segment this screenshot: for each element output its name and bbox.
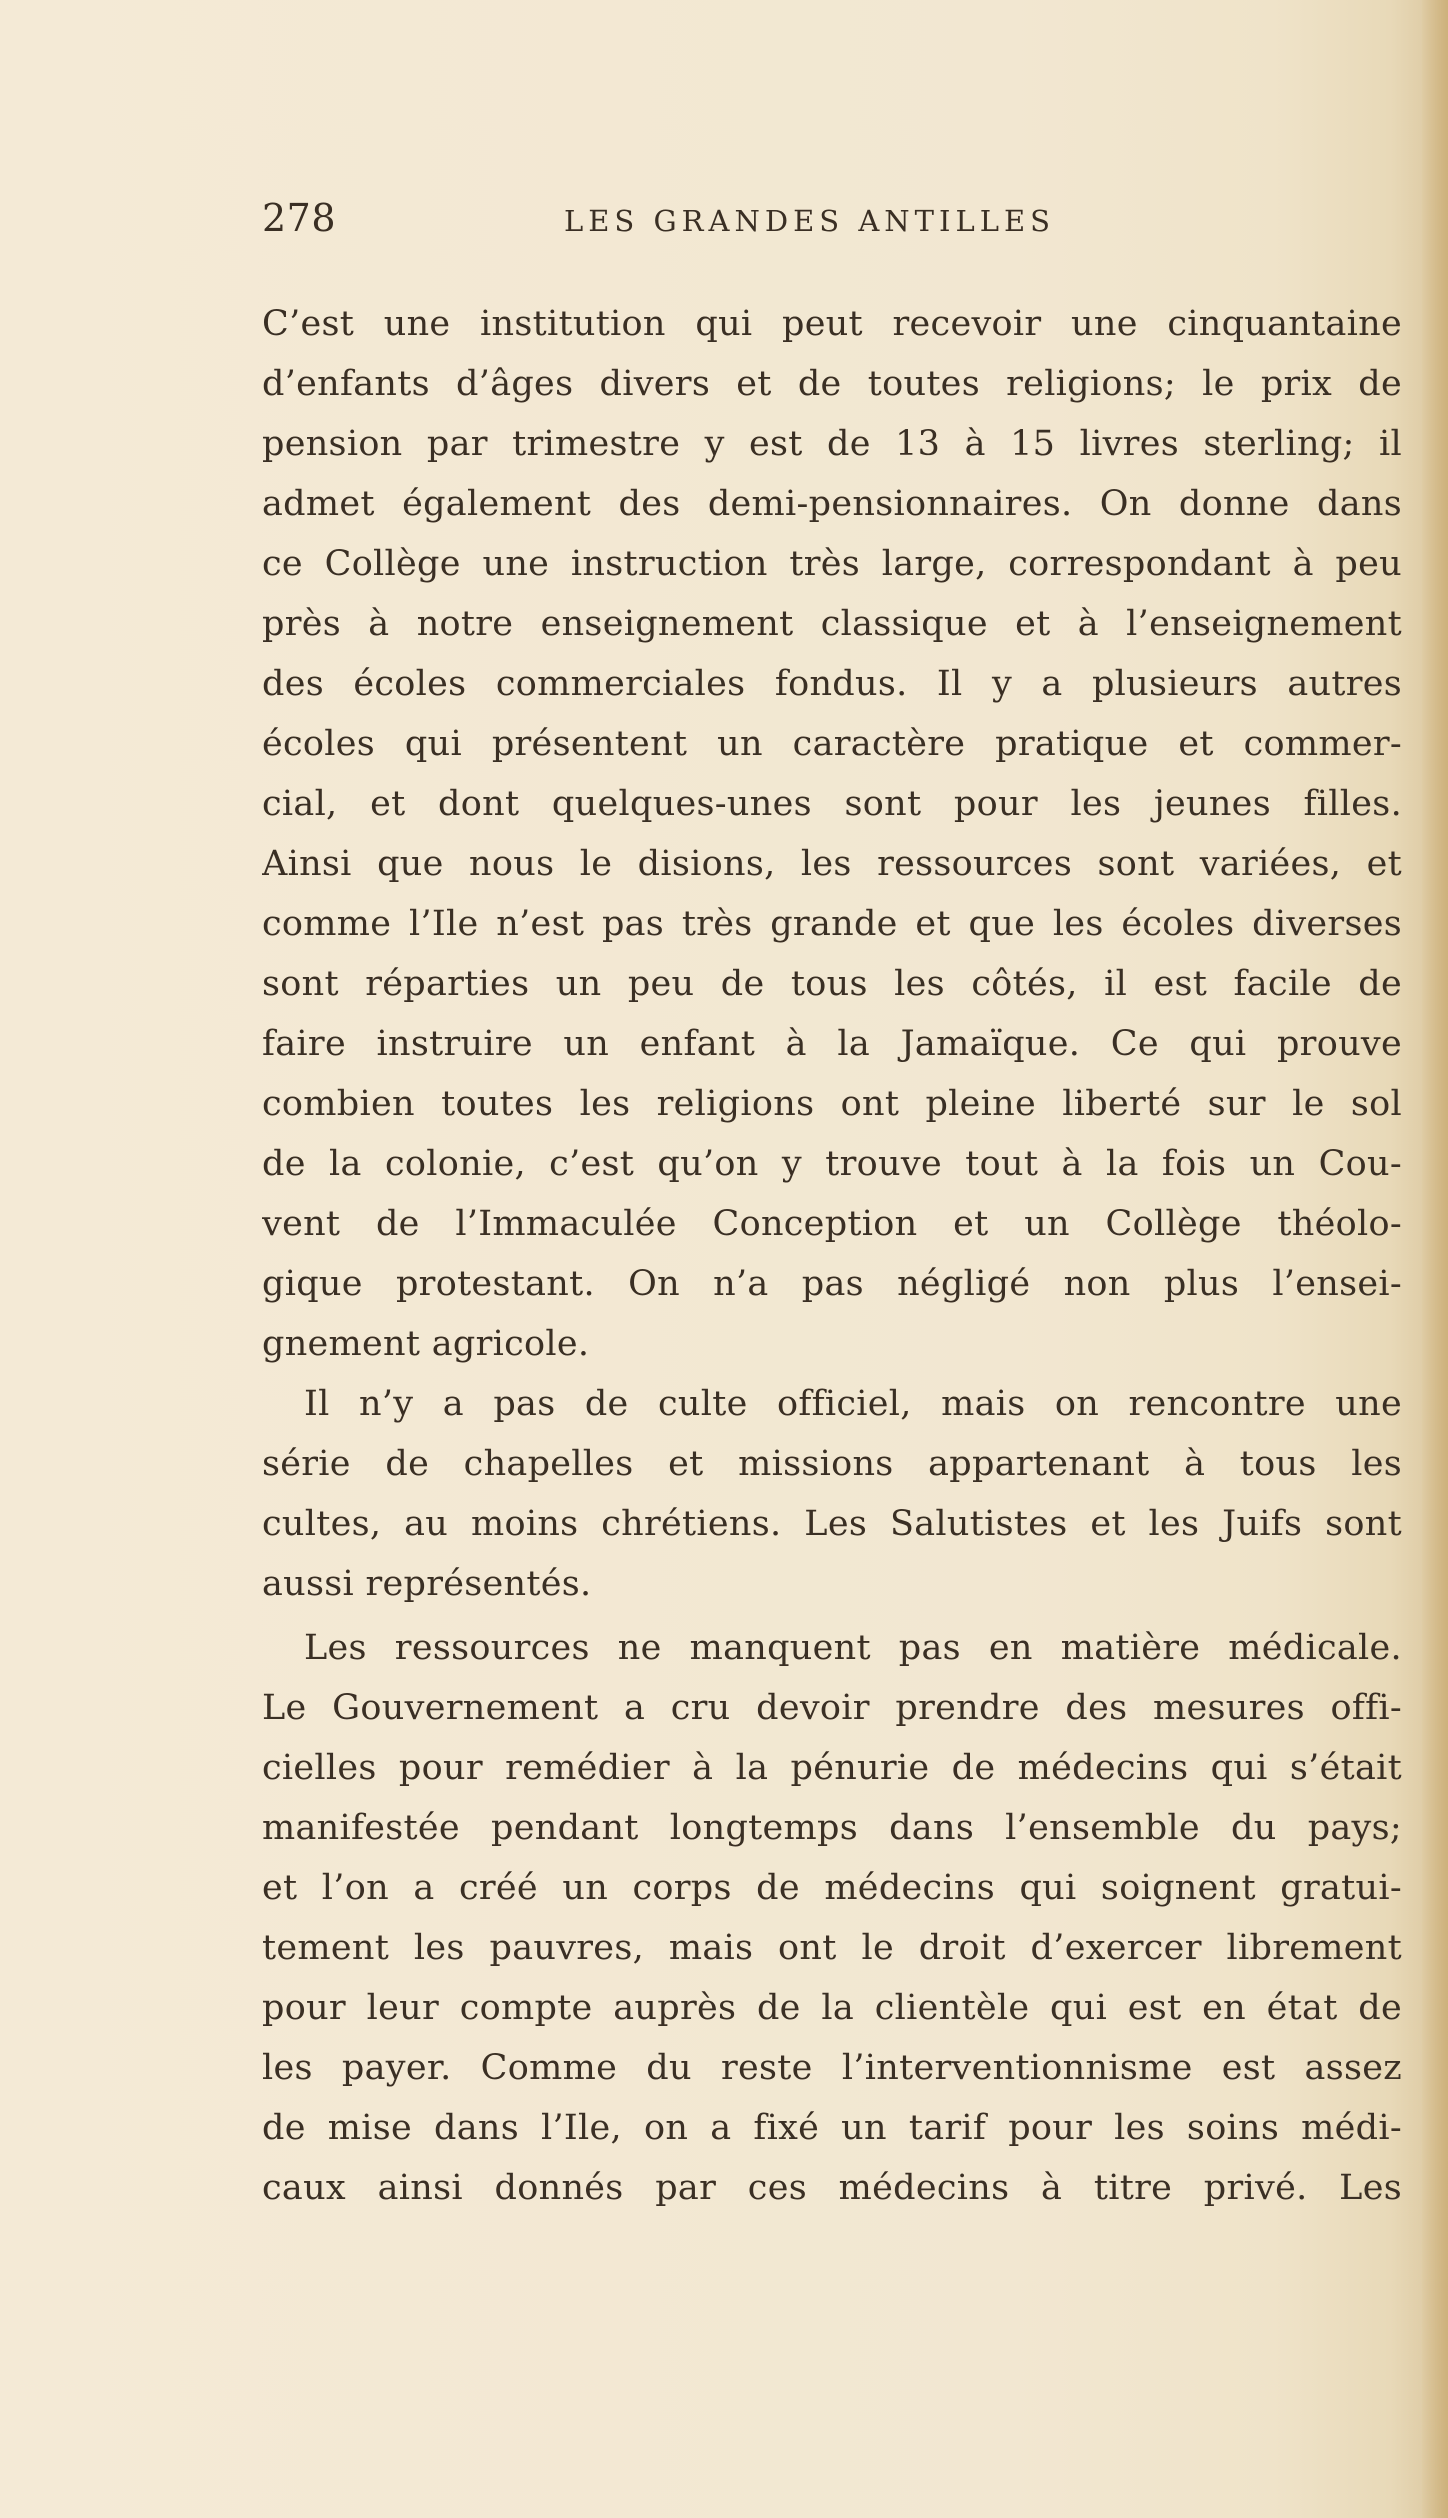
- text-line: pour leur compte auprès de la clientèle qui est en état de: [262, 1988, 1402, 2028]
- running-title: LES GRANDES ANTILLES: [564, 204, 1056, 238]
- text-line: faire instruire un enfant à la Jamaïque. Ce qui prouve: [262, 1024, 1402, 1064]
- text-line: cultes, au moins chrétiens. Les Salutistes et les Juifs sont: [262, 1504, 1402, 1544]
- text-line: vent de l’Immaculée Conception et un Collège théolo-: [262, 1204, 1402, 1244]
- page-edge-shadow: [1422, 0, 1448, 2518]
- text-line: admet également des demi-pensionnaires. On donne dans: [262, 484, 1402, 524]
- page-number: 278: [262, 196, 337, 240]
- text-line: caux ainsi donnés par ces médecins à titre privé. Les: [262, 2168, 1402, 2208]
- text-line: combien toutes les religions ont pleine liberté sur le sol: [262, 1084, 1402, 1124]
- text-line: cial, et dont quelques-unes sont pour les jeunes filles.: [262, 784, 1402, 824]
- text-line: Ainsi que nous le disions, les ressources sont variées, et: [262, 844, 1402, 884]
- text-line: manifestée pendant longtemps dans l’ensemble du pays;: [262, 1808, 1402, 1848]
- text-line: aussi représentés.: [262, 1564, 592, 1604]
- text-line: d’enfants d’âges divers et de toutes religions; le prix de: [262, 364, 1402, 404]
- text-line: ce Collège une instruction très large, correspondant à peu: [262, 544, 1402, 584]
- text-line: Il n’y a pas de culte officiel, mais on rencontre une: [304, 1384, 1402, 1424]
- text-line: tement les pauvres, mais ont le droit d’exercer librement: [262, 1928, 1402, 1968]
- text-line: Les ressources ne manquent pas en matière médicale.: [304, 1628, 1402, 1668]
- text-line: écoles qui présentent un caractère pratique et commer-: [262, 724, 1402, 764]
- page-header: [262, 196, 1402, 256]
- text-line: Le Gouvernement a cru devoir prendre des mesures offi-: [262, 1688, 1402, 1728]
- text-line: et l’on a créé un corps de médecins qui soignent gratui-: [262, 1868, 1402, 1908]
- text-line: de la colonie, c’est qu’on y trouve tout à la fois un Cou-: [262, 1144, 1402, 1184]
- text-line: comme l’Ile n’est pas très grande et que les écoles diverses: [262, 904, 1402, 944]
- text-line: des écoles commerciales fondus. Il y a plusieurs autres: [262, 664, 1402, 704]
- text-line: gique protestant. On n’a pas négligé non plus l’ensei-: [262, 1264, 1402, 1304]
- text-line: gnement agricole.: [262, 1324, 590, 1364]
- text-line: près à notre enseignement classique et à l’enseignement: [262, 604, 1402, 644]
- text-line: C’est une institution qui peut recevoir une cinquantaine: [262, 304, 1402, 344]
- text-line: les payer. Comme du reste l’interventionnisme est assez: [262, 2048, 1402, 2088]
- text-line: de mise dans l’Ile, on a fixé un tarif pour les soins médi-: [262, 2108, 1402, 2148]
- page-body: [262, 294, 1402, 2218]
- text-line: pension par trimestre y est de 13 à 15 livres sterling; il: [262, 424, 1402, 464]
- text-line: cielles pour remédier à la pénurie de médecins qui s’était: [262, 1748, 1402, 1788]
- text-line: série de chapelles et missions appartenant à tous les: [262, 1444, 1402, 1484]
- text-line: sont réparties un peu de tous les côtés, il est facile de: [262, 964, 1402, 1004]
